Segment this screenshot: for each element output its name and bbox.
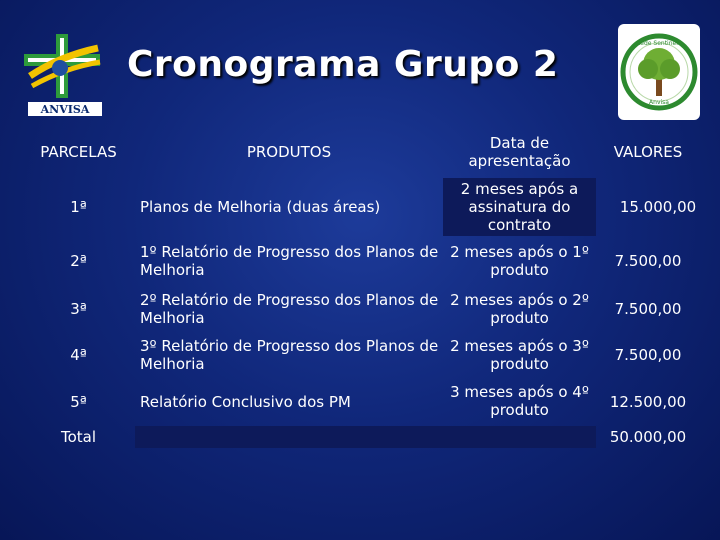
anvisa-logo-text: ANVISA (40, 103, 90, 116)
row-3-parcela: 3ª (70, 300, 87, 318)
rede-sentinela-logo (618, 24, 700, 120)
header-parcelas: PARCELAS (40, 143, 117, 161)
row-5-produto: Relatório Conclusivo dos PM (140, 393, 351, 411)
row-1-valor: 15.000,00 (619, 198, 697, 216)
row-1-parcela: 1ª (70, 198, 87, 216)
total-label: Total (60, 428, 97, 446)
total-data-empty (443, 426, 596, 448)
anvisa-logo (20, 30, 110, 120)
row-2-valor: 7.500,00 (614, 252, 682, 270)
row-3-valor: 7.500,00 (614, 300, 682, 318)
page-title: Cronograma Grupo 2 (127, 44, 559, 85)
row-1-data: 2 meses após a assinatura do contrato (443, 178, 596, 236)
header-produtos: PRODUTOS (246, 143, 332, 161)
row-4-produto: 3º Relatório de Progresso dos Planos de Melhoria (140, 337, 439, 373)
total-value: 50.000,00 (609, 428, 687, 446)
row-2-parcela: 2ª (70, 252, 87, 270)
row-3-data: 2 meses após o 2º produto (450, 291, 589, 327)
logo-top-text: Rede Sentinela (636, 40, 682, 47)
row-2-data: 2 meses após o 1º produto (450, 243, 589, 279)
row-2-produto: 1º Relatório de Progresso dos Planos de Melhoria (140, 243, 439, 279)
row-4-valor: 7.500,00 (614, 346, 682, 364)
row-4-data: 2 meses após o 3º produto (450, 337, 589, 373)
row-3-produto: 2º Relatório de Progresso dos Planos de Melhoria (140, 291, 439, 327)
row-5-data: 3 meses após o 4º produto (450, 383, 589, 419)
header-valores: VALORES (613, 143, 683, 161)
row-5-parcela: 5ª (70, 393, 87, 411)
header-data-apresentacao: Data de apresentação (468, 134, 571, 170)
row-1-produto: Planos de Melhoria (duas áreas) (140, 198, 381, 216)
logo-bottom-text: Anvisa (649, 99, 669, 106)
row-4-parcela: 4ª (70, 346, 87, 364)
total-produtos-empty (135, 426, 443, 448)
row-5-valor: 12.500,00 (609, 393, 687, 411)
